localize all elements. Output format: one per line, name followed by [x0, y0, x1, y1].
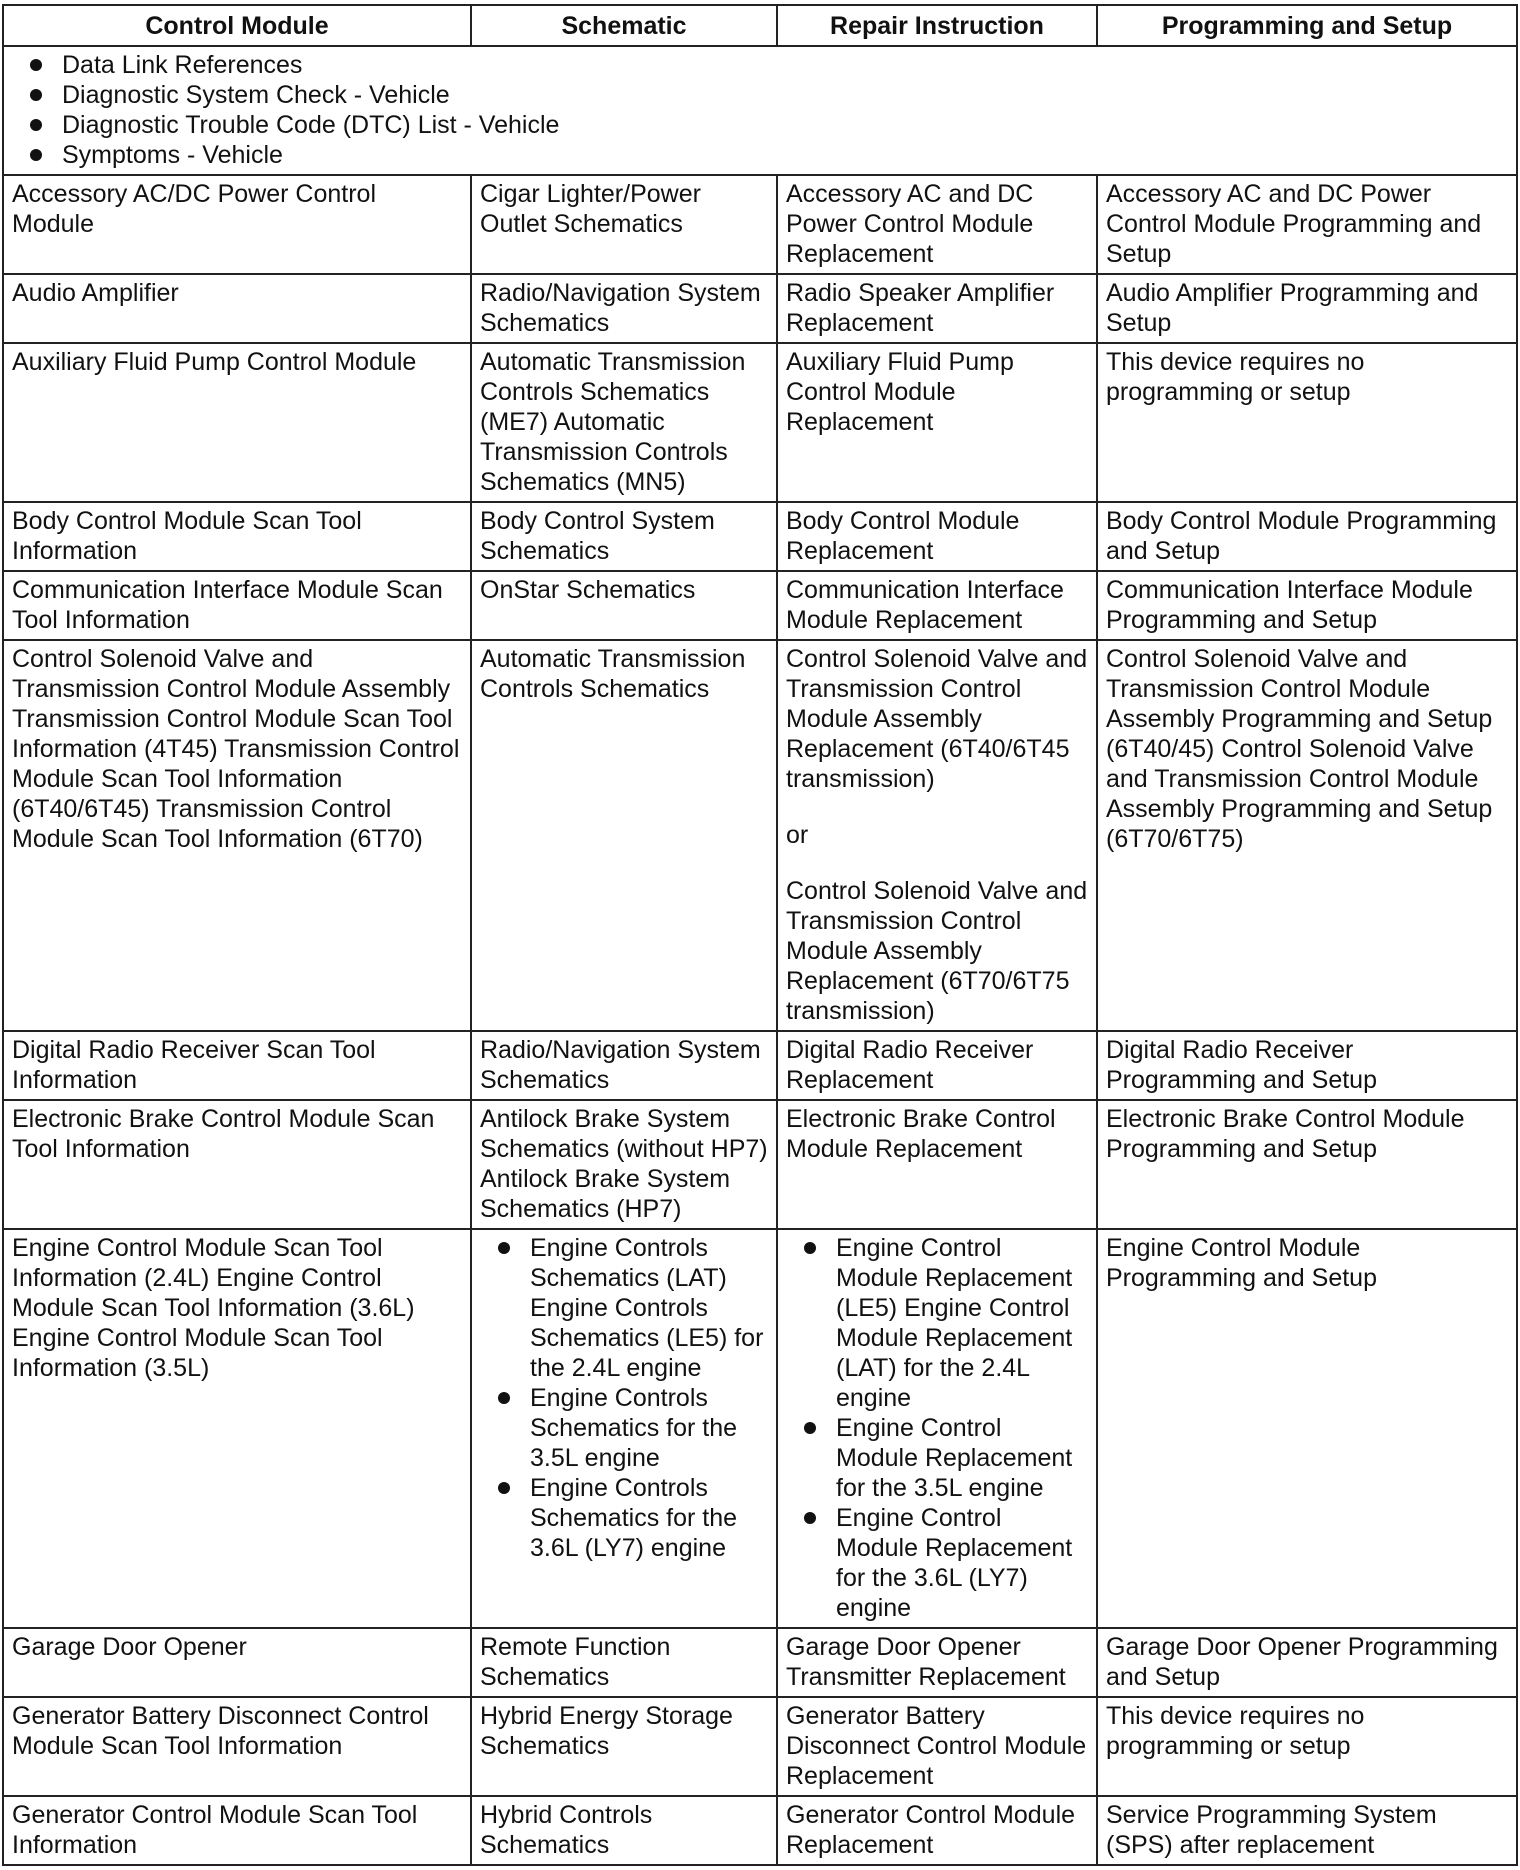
schematic-cell[interactable]: Hybrid Controls Schematics — [471, 1796, 777, 1865]
repair-list-item[interactable]: Engine Control Module Replacement for the 3.5L engine — [786, 1413, 1088, 1503]
repair-cell[interactable]: Body Control Module Replacement — [777, 502, 1097, 571]
table-row — [3, 502, 1517, 571]
table-row — [3, 1796, 1517, 1865]
table-row — [3, 274, 1517, 343]
repair-cell[interactable]: Generator Battery Disconnect Control Module Replacement — [777, 1697, 1097, 1796]
programming-cell[interactable]: Audio Amplifier Programming and Setup — [1097, 274, 1517, 343]
header-repair-instruction: Repair Instruction — [777, 5, 1097, 46]
table-row — [3, 571, 1517, 640]
schematic-cell[interactable]: Body Control System Schematics — [471, 502, 777, 571]
table-row — [3, 1031, 1517, 1100]
programming-cell[interactable]: Control Solenoid Valve and Transmission Control Module Assembly Programming and Setup (6T40/45) Control Solenoid Valve and Transmission Control Module Assembly Programming and Setup (6T70/6T75) — [1097, 640, 1517, 1031]
programming-cell[interactable]: Communication Interface Module Programming and Setup — [1097, 571, 1517, 640]
programming-cell: This device requires no programming or setup — [1097, 343, 1517, 502]
repair-cell[interactable]: Radio Speaker Amplifier Replacement — [777, 274, 1097, 343]
schematic-cell[interactable]: Radio/Navigation System Schematics — [471, 274, 777, 343]
module-cell[interactable]: Audio Amplifier — [3, 274, 471, 343]
module-cell[interactable]: Digital Radio Receiver Scan Tool Information — [3, 1031, 471, 1100]
header-schematic: Schematic — [471, 5, 777, 46]
repair-cell[interactable]: Digital Radio Receiver Replacement — [777, 1031, 1097, 1100]
repair-cell[interactable]: Electronic Brake Control Module Replacement — [777, 1100, 1097, 1229]
module-cell[interactable]: Control Solenoid Valve and Transmission Control Module Assembly Transmission Control Module Scan Tool Information (4T45) Transmission Control Module Scan Tool Information (6T40/6T45) Transmission Control Module Scan Tool Information (6T70) — [3, 640, 471, 1031]
programming-cell[interactable]: Accessory AC and DC Power Control Module Programming and Setup — [1097, 175, 1517, 274]
programming-cell[interactable]: Digital Radio Receiver Programming and Setup — [1097, 1031, 1517, 1100]
repair-cell[interactable]: Auxiliary Fluid Pump Control Module Replacement — [777, 343, 1097, 502]
module-cell[interactable]: Engine Control Module Scan Tool Information (2.4L) Engine Control Module Scan Tool Information (3.6L) Engine Control Module Scan Tool Information (3.5L) — [3, 1229, 471, 1628]
link-dtc-list[interactable]: Diagnostic Trouble Code (DTC) List - Vehicle — [12, 110, 1508, 140]
repair-cell[interactable]: Garage Door Opener Transmitter Replacement — [777, 1628, 1097, 1697]
repair-list-item[interactable]: Engine Control Module Replacement (LE5) Engine Control Module Replacement (LAT) for the 2.4L engine — [786, 1233, 1088, 1413]
programming-cell: This device requires no programming or setup — [1097, 1697, 1517, 1796]
module-cell[interactable]: Garage Door Opener — [3, 1628, 471, 1697]
schematic-cell[interactable]: Cigar Lighter/Power Outlet Schematics — [471, 175, 777, 274]
module-cell[interactable]: Communication Interface Module Scan Tool Information — [3, 571, 471, 640]
table-row — [3, 1628, 1517, 1697]
repair-cell[interactable]: Generator Control Module Replacement — [777, 1796, 1097, 1865]
module-cell[interactable]: Body Control Module Scan Tool Information — [3, 502, 471, 571]
table-row — [3, 1229, 1517, 1628]
programming-cell[interactable]: Garage Door Opener Programming and Setup — [1097, 1628, 1517, 1697]
programming-cell[interactable]: Service Programming System (SPS) after replacement — [1097, 1796, 1517, 1865]
schematic-cell[interactable]: Automatic Transmission Controls Schematics — [471, 640, 777, 1031]
control-module-table — [2, 4, 1518, 1866]
programming-cell[interactable]: Electronic Brake Control Module Programming and Setup — [1097, 1100, 1517, 1229]
repair-option-6t70[interactable]: Control Solenoid Valve and Transmission Control Module Assembly Replacement (6T70/6T75 transmission) — [786, 877, 1088, 1025]
schematic-cell[interactable]: Remote Function Schematics — [471, 1628, 777, 1697]
general-links-list — [12, 50, 1508, 170]
link-symptoms[interactable]: Symptoms - Vehicle — [12, 140, 1508, 170]
module-cell[interactable]: Generator Battery Disconnect Control Module Scan Tool Information — [3, 1697, 471, 1796]
repair-option-6t40[interactable]: Control Solenoid Valve and Transmission Control Module Assembly Replacement (6T40/6T45 transmission) — [786, 645, 1088, 793]
repair-or-separator: or — [786, 821, 809, 849]
programming-cell[interactable]: Body Control Module Programming and Setup — [1097, 502, 1517, 571]
header-programming-setup: Programming and Setup — [1097, 5, 1517, 46]
schematic-cell[interactable]: Antilock Brake System Schematics (without HP7) Antilock Brake System Schematics (HP7) — [471, 1100, 777, 1229]
repair-list-item[interactable]: Engine Control Module Replacement for the 3.6L (LY7) engine — [786, 1503, 1088, 1623]
document-page — [2, 4, 1516, 1866]
schematic-cell[interactable]: Automatic Transmission Controls Schematics (ME7) Automatic Transmission Controls Schematics (MN5) — [471, 343, 777, 502]
programming-cell[interactable]: Engine Control Module Programming and Setup — [1097, 1229, 1517, 1628]
repair-cell — [777, 640, 1097, 1031]
general-links-cell — [3, 46, 1517, 175]
table-row — [3, 175, 1517, 274]
link-diagnostic-system-check[interactable]: Diagnostic System Check - Vehicle — [12, 80, 1508, 110]
schematic-cell — [471, 1229, 777, 1628]
link-data-link-references[interactable]: Data Link References — [12, 50, 1508, 80]
schematic-cell[interactable]: Hybrid Energy Storage Schematics — [471, 1697, 777, 1796]
schematic-list — [480, 1233, 768, 1563]
general-links-row — [3, 46, 1517, 175]
schematic-list-item[interactable]: Engine Controls Schematics (LAT) Engine Controls Schematics (LE5) for the 2.4L engine — [480, 1233, 768, 1383]
table-row — [3, 1100, 1517, 1229]
repair-cell[interactable]: Accessory AC and DC Power Control Module Replacement — [777, 175, 1097, 274]
schematic-cell[interactable]: Radio/Navigation System Schematics — [471, 1031, 777, 1100]
table-header-row — [3, 5, 1517, 46]
schematic-list-item[interactable]: Engine Controls Schematics for the 3.6L (LY7) engine — [480, 1473, 768, 1563]
table-row — [3, 1697, 1517, 1796]
schematic-cell[interactable]: OnStar Schematics — [471, 571, 777, 640]
schematic-list-item[interactable]: Engine Controls Schematics for the 3.5L engine — [480, 1383, 768, 1473]
repair-list — [786, 1233, 1088, 1623]
module-cell[interactable]: Generator Control Module Scan Tool Information — [3, 1796, 471, 1865]
table-row — [3, 640, 1517, 1031]
repair-cell — [777, 1229, 1097, 1628]
table-row — [3, 343, 1517, 502]
repair-cell[interactable]: Communication Interface Module Replacement — [777, 571, 1097, 640]
header-control-module: Control Module — [3, 5, 471, 46]
module-cell[interactable]: Accessory AC/DC Power Control Module — [3, 175, 471, 274]
module-cell[interactable]: Electronic Brake Control Module Scan Tool Information — [3, 1100, 471, 1229]
module-cell[interactable]: Auxiliary Fluid Pump Control Module — [3, 343, 471, 502]
